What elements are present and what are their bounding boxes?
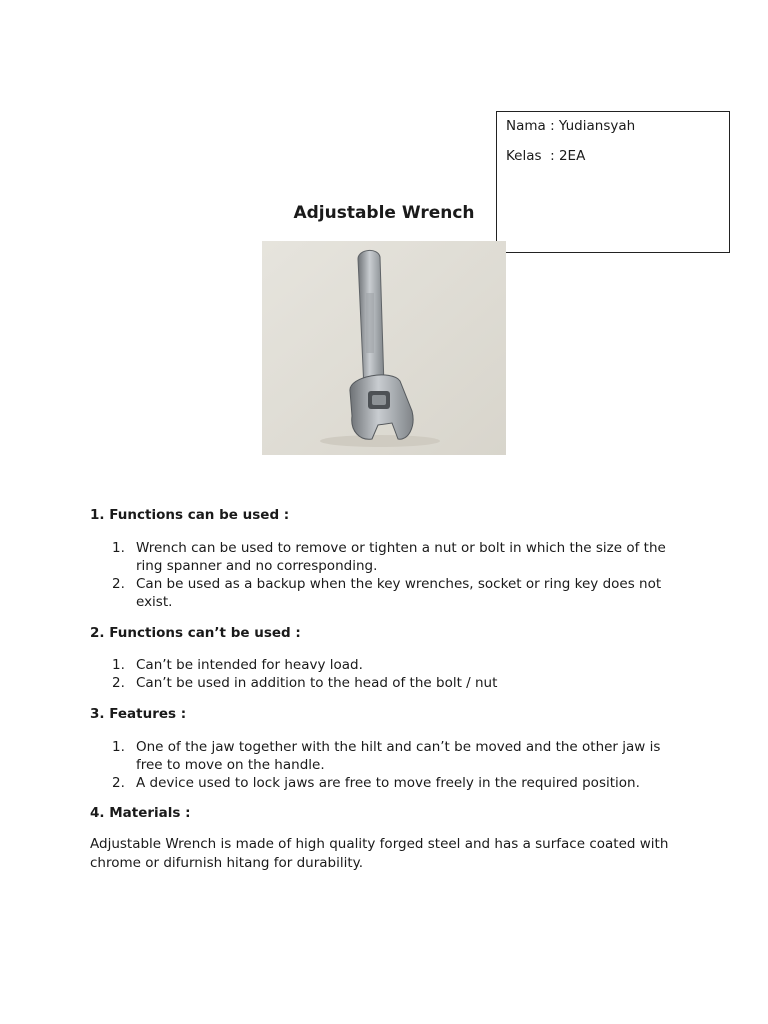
student-class: Kelas : 2EA <box>506 148 586 164</box>
document-title: Adjustable Wrench <box>293 203 475 223</box>
student-info-box <box>496 111 730 253</box>
list-item-text: A device used to lock jaws are free to move freely in the required position. <box>136 775 640 791</box>
functions-can-be-used-list <box>112 539 682 611</box>
section-heading-functions-cant-be-used: 2. Functions can’t be used : <box>90 625 301 641</box>
list-item-number: 1. <box>112 657 125 673</box>
section-heading-functions-can-be-used: 1. Functions can be used : <box>90 507 290 523</box>
list-item <box>112 575 682 611</box>
list-item-number: 2. <box>112 576 125 592</box>
list-item-text: One of the jaw together with the hilt and can’t be moved and the other jaw is free to move on the handle. <box>136 739 661 773</box>
list-item-text: Can’t be used in addition to the head of the bolt / nut <box>136 675 498 691</box>
list-item-text: Can be used as a backup when the key wrenches, socket or ring key does not exist. <box>136 576 662 610</box>
adjustable-wrench-icon <box>262 241 506 455</box>
list-item <box>112 539 682 575</box>
list-item <box>112 656 682 674</box>
list-item-number: 2. <box>112 675 125 691</box>
list-item-number: 2. <box>112 775 125 791</box>
wrench-photo <box>262 241 506 455</box>
section-heading-features: 3. Features : <box>90 706 187 722</box>
list-item-text: Wrench can be used to remove or tighten a nut or bolt in which the size of the ring spanner and no corresponding. <box>136 540 666 574</box>
section-heading-materials: 4. Materials : <box>90 805 191 821</box>
list-item <box>112 774 682 792</box>
functions-cant-be-used-list <box>112 656 682 692</box>
list-item <box>112 674 682 692</box>
student-name: Nama : Yudiansyah <box>506 118 636 134</box>
features-list <box>112 738 682 792</box>
materials-paragraph: Adjustable Wrench is made of high quality forged steel and has a surface coated with chrome or difurnish hitang for durability. <box>90 836 669 871</box>
list-item <box>112 738 682 774</box>
list-item-text: Can’t be intended for heavy load. <box>136 657 363 673</box>
list-item-number: 1. <box>112 739 125 755</box>
list-item-number: 1. <box>112 540 125 556</box>
